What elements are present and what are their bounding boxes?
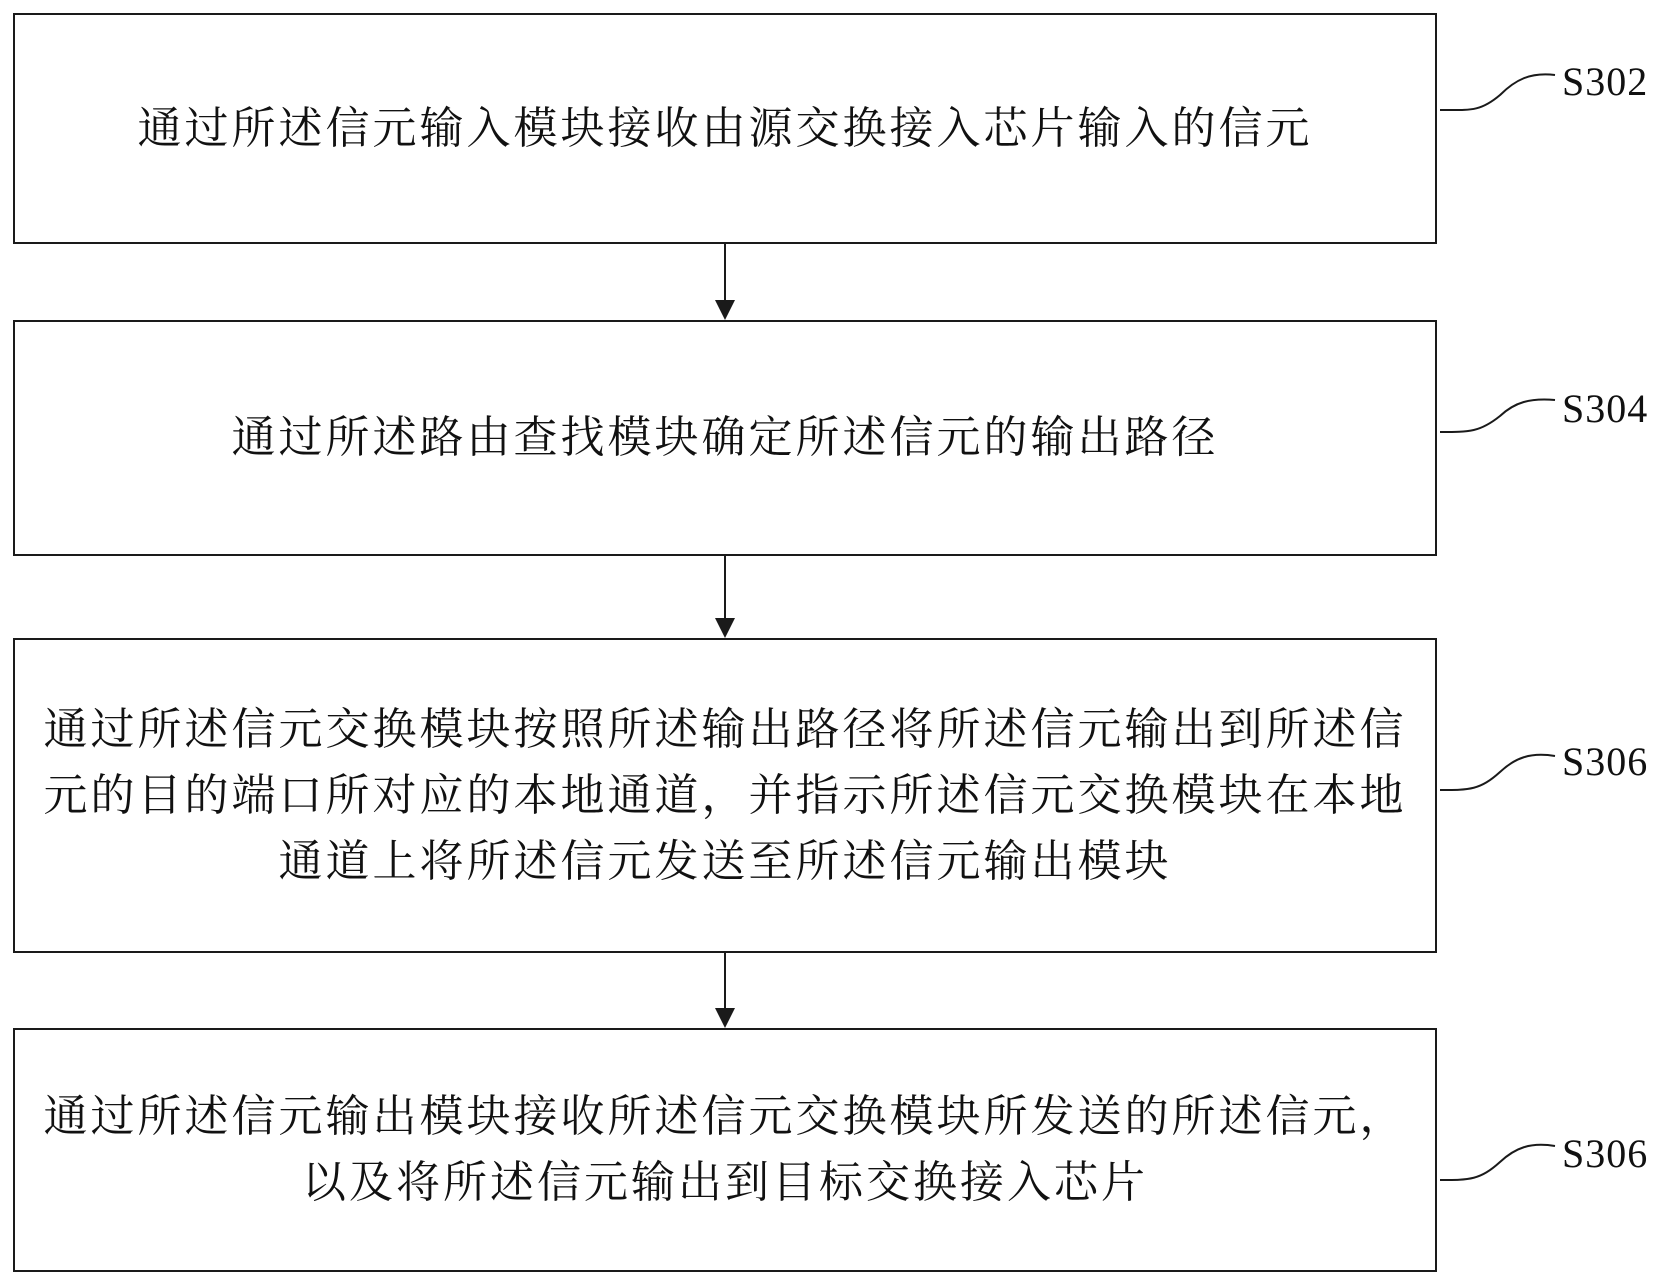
label-leader-s302 — [1440, 74, 1555, 110]
step-text-s302: 通过所述信元输入模块接收由源交换接入芯片输入的信元 — [137, 102, 1313, 154]
step-label-s304: S304 — [1562, 386, 1649, 431]
step-text-s304: 通过所述路由查找模块确定所述信元的输出路径 — [231, 412, 1219, 463]
step-label-s306-first: S306 — [1562, 739, 1649, 784]
label-leader-s306-second — [1440, 1145, 1555, 1180]
step-label-s302: S302 — [1562, 59, 1649, 104]
label-leader-s304 — [1440, 400, 1555, 432]
step-label-s306-second: S306 — [1562, 1131, 1649, 1176]
arrowhead-1 — [715, 300, 735, 320]
step-text-s306-second: 通过所述信元输出模块接收所述信元交换模块所发送的所述信元，以及将所述信元输出到目标交换接入芯片 — [43, 1091, 1407, 1208]
arrowhead-2 — [715, 618, 735, 638]
label-leader-s306-first — [1440, 755, 1555, 790]
arrowhead-3 — [715, 1008, 735, 1028]
step-text-s306-first: 通过所述信元交换模块按照所述输出路径将所述信元输出到所述信元的目的端口所对应的本地通道，并指示所述信元交换模块在本地通道上将所述信元发送至所述信元输出模块 — [43, 703, 1407, 887]
